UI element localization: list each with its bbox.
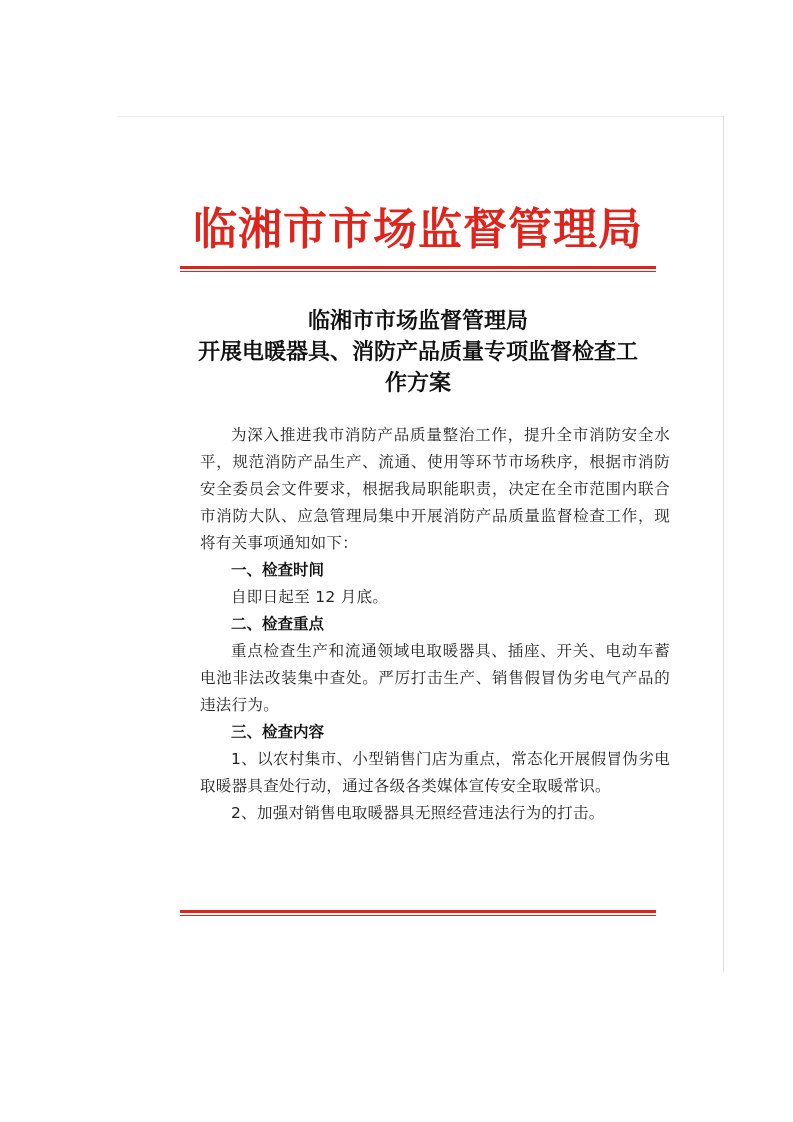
section-heading-time: 一、检查时间 (231, 561, 325, 579)
title-line-3: 作方案 (384, 370, 451, 396)
section-paragraph: 1、以农村集市、小型销售门店为重点，常态化开展假冒伪劣电取暖器具查处行动，通过各级各类媒体宣传安全取暖常识。 (200, 750, 670, 795)
title-line-2: 开展电暖器具、消防产品质量专项监督检查工 (197, 339, 638, 365)
intro-paragraph: 为深入推进我市消防产品质量整治工作，提升全市消防安全水平，规范消防产品生产、流通、使用等环节市场秩序，根据市消防安全委员会文件要求，根据我局职能职责，决定在全市范围内联合市消防大队、应急管理局集中开展消防产品质量监督检查工作，现将有关事项通知如下： (200, 426, 670, 552)
masthead-rule-thick (180, 266, 656, 269)
section-heading-content: 三、检查内容 (231, 723, 325, 741)
section-paragraph: 2、加强对销售电取暖器具无照经营违法行为的打击。 (231, 804, 605, 822)
document-title (180, 306, 656, 399)
red-masthead: 临湘市市场监督管理局 (193, 204, 643, 255)
section-heading-focus: 二、检查重点 (231, 615, 325, 633)
section-paragraph: 重点检查生产和流通领域电取暖器具、插座、开关、电动车蓄电池非法改装集中查处。严厉打击生产、销售假冒伪劣电气产品的违法行为。 (200, 642, 670, 714)
section-paragraph: 自即日起至 12 月底。 (231, 588, 389, 606)
footer-rule-thin (180, 915, 656, 916)
footer-rule-thick (180, 910, 656, 913)
title-line-1: 临湘市市场监督管理局 (307, 308, 528, 334)
scan-edge-right (723, 116, 724, 972)
masthead-rule-thin (180, 271, 656, 272)
scan-edge-top (118, 116, 723, 117)
document-body (200, 422, 670, 827)
